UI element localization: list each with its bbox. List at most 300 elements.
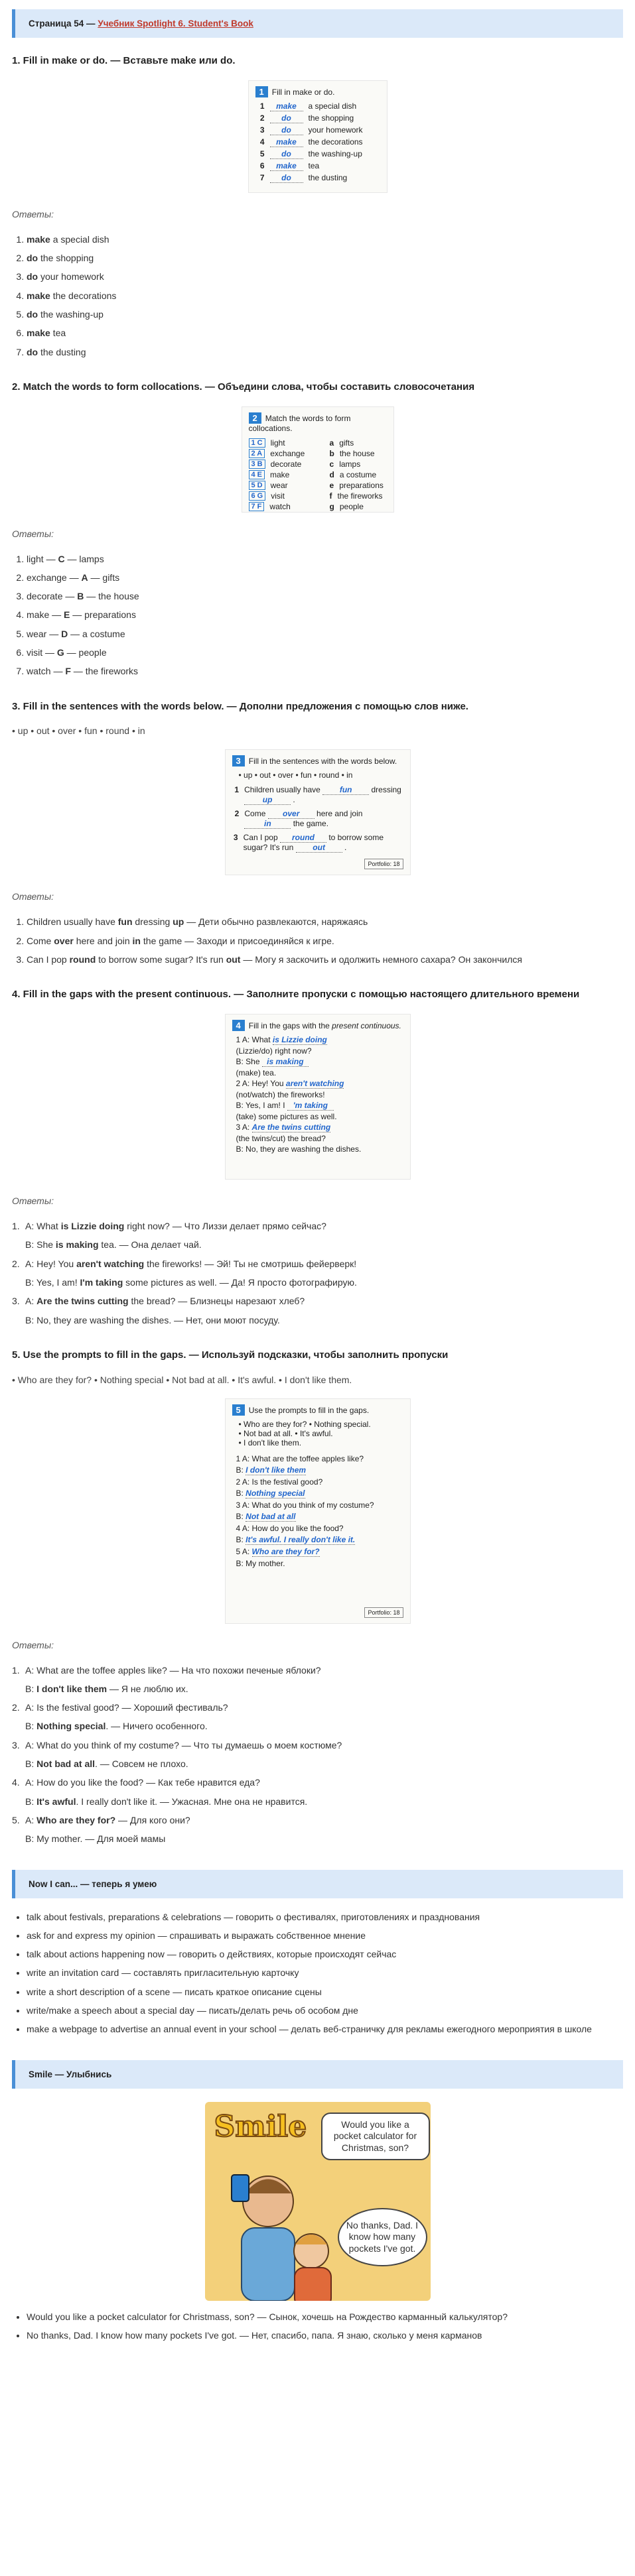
answer-body: [25, 1664, 321, 1677]
answer-item: [27, 345, 623, 359]
line-text: (not/watch) the fireworks!: [236, 1090, 325, 1100]
ex2-right-row: [330, 481, 384, 490]
row-text: tea: [308, 160, 320, 170]
answer-text: make —: [27, 609, 64, 621]
answer-text: — a costume: [68, 628, 125, 639]
answer-text: A: How do you like the food? — Как тебе нравится еда?: [25, 1777, 260, 1788]
answer-text: A: What do you think of my costume? — Что ты думаешь о моем костюме?: [25, 1739, 342, 1750]
answer-text: the bread? — Близнецы нарезают хлеб?: [128, 1296, 305, 1307]
ex5-img-line: [236, 1501, 403, 1510]
answer-bold: A: [81, 572, 88, 583]
row-number: 7: [259, 172, 265, 182]
answer-text: decorate —: [27, 591, 78, 602]
ex1-img-row: [255, 137, 380, 147]
ex2-right-row: [330, 502, 384, 511]
match-box: 3 B: [249, 460, 265, 469]
ex4-img-line: [236, 1068, 403, 1077]
row-number: 5: [259, 149, 265, 158]
row-body: [244, 833, 403, 853]
answer-bold: is making: [55, 1239, 99, 1251]
now-i-can-header: [12, 1870, 623, 1898]
letter: g: [329, 501, 334, 511]
now-i-can-item: • write an invitation card — составлять пригласительную карточку: [27, 1966, 623, 1979]
ex3-image: [225, 749, 411, 875]
page-header: [12, 9, 623, 38]
line-text: (the twins/cut) the bread?: [236, 1134, 326, 1144]
ex3-title: 3. Fill in the sentences with the words below. — Дополни предложения с помощью слов ниже.: [12, 700, 468, 712]
answer-body: [25, 1238, 202, 1251]
line-text: B: My mother.: [236, 1558, 285, 1568]
letter: d: [329, 469, 334, 479]
answer-text: B: She: [25, 1239, 56, 1251]
answer-item: [27, 627, 623, 641]
answer-number: [12, 1719, 25, 1733]
answer-text: a special dish: [50, 233, 109, 245]
match-box: 4 E: [249, 470, 265, 479]
smile-translation-list: [12, 2310, 623, 2343]
ex2-left-row: [249, 470, 322, 479]
ex-number-badge: 4: [232, 1020, 245, 1031]
answer-bold: is Lizzie doing: [60, 1221, 125, 1232]
answer-bold: Are the twins cutting: [36, 1296, 129, 1307]
word: light: [270, 438, 285, 448]
line-text: 2 A: Hey! You: [236, 1079, 286, 1089]
ex2-right-row: [330, 438, 384, 448]
answer-text: — the fireworks: [70, 666, 139, 677]
row-text: .: [342, 843, 347, 853]
handwritten-answer: It's awful. I really don't like it.: [246, 1534, 356, 1544]
answer-line: [12, 1757, 623, 1770]
answer-line: [12, 1664, 623, 1677]
line-text: 2 A: Is the festival good?: [236, 1477, 323, 1487]
answer-number: 3.: [12, 1296, 20, 1307]
ex1-img-row: [255, 149, 380, 159]
answer-text: — Для кого они?: [115, 1814, 190, 1825]
answer-item: [27, 571, 623, 584]
ex2-title: 2. Match the words to form collocations. — Объедини слова, чтобы составить словосочетания: [12, 381, 475, 393]
handwritten-answer: Nothing special: [246, 1488, 305, 1498]
word: the fireworks: [337, 491, 383, 501]
answer-text: light —: [27, 553, 58, 564]
answer-text: the washing-up: [38, 308, 104, 320]
answer-number: 2.: [12, 1258, 20, 1269]
row-text: the decorations: [308, 137, 363, 147]
row-text: the shopping: [308, 113, 354, 123]
answer-number: 4.: [12, 1777, 20, 1788]
handwritten-answer: over: [268, 809, 315, 819]
answer-number: 3.: [12, 1739, 20, 1750]
row-text: dressing: [369, 785, 401, 795]
dad-speech-bubble: Would you like a pocket calculator for Christmas, son?: [321, 2113, 430, 2161]
ex3-img-rows: [232, 785, 403, 853]
ex2-right-col: [330, 437, 384, 513]
word: a costume: [339, 469, 377, 479]
ex5-img-title: Use the prompts to fill in the gaps.: [248, 1405, 370, 1415]
ex4-img-line: [236, 1112, 403, 1121]
answer-bold: make: [27, 290, 50, 301]
answer-bold: make: [27, 328, 50, 339]
ex2-img-title: Match the words to form collocations.: [248, 413, 351, 433]
answer-bold: aren't watching: [76, 1258, 145, 1269]
answer-text: B: My mother. — Для моей мамы: [25, 1833, 166, 1845]
ex2-left-row: [249, 491, 322, 501]
ex4-image: [225, 1014, 411, 1180]
textbook-link[interactable]: Учебник Spotlight 6. Student's Book: [98, 19, 253, 29]
answer-item: [27, 608, 623, 621]
answer-bold: It's awful: [36, 1796, 76, 1807]
header-prefix: Страница 54 —: [29, 19, 98, 29]
ex4-answers-list: [12, 1219, 623, 1327]
answer-text: B:: [25, 1721, 37, 1732]
now-i-can-item: • talk about festivals, preparations & celebrations — говорить о фестивалях, приготовлениях и празднования: [27, 1910, 623, 1924]
ex4-img-line: [236, 1035, 403, 1045]
answer-bold: do: [27, 253, 38, 264]
match-box: 2 A: [249, 449, 265, 458]
ex1-img-row: [255, 113, 380, 123]
answer-bold: I'm taking: [80, 1276, 123, 1288]
answer-bold: round: [69, 954, 96, 965]
answer-bold: up: [173, 916, 184, 928]
portfolio-badge: Portfolio: 18: [364, 1607, 403, 1618]
ex4-img-title-b: present continuous.: [332, 1021, 401, 1031]
line-text: 4 A: How do you like the food?: [236, 1523, 344, 1533]
row-text: here and join: [314, 809, 363, 819]
ex4-img-line: [236, 1079, 403, 1089]
answer-text: to borrow some sugar? It's run: [96, 954, 226, 965]
letter: c: [329, 459, 334, 469]
handwritten-answer: make: [270, 101, 303, 111]
handwritten-answer: in: [244, 819, 291, 829]
answer-item: [27, 915, 623, 928]
smile-cartoon: [205, 2102, 431, 2301]
ex2-answers-list: [12, 552, 623, 678]
answer-text: A: Hey! You: [25, 1258, 77, 1269]
ex2-image: [242, 406, 394, 513]
answer-text: here and join: [73, 935, 133, 946]
ex1-img-title: Fill in make or do.: [271, 87, 335, 97]
answer-item: [27, 308, 623, 321]
answer-text: Can I pop: [27, 954, 70, 965]
answer-line: [12, 1701, 623, 1714]
ex5-img-line: [236, 1535, 403, 1545]
handwritten-answer: Who are they for?: [251, 1546, 320, 1556]
row-text: to borrow some sugar? It's run: [243, 833, 384, 853]
ex3-img-row: [232, 809, 403, 829]
ex3-img-row: [232, 833, 403, 853]
answers-label: Ответы:: [12, 1639, 54, 1650]
ex5-img-line: [236, 1454, 403, 1463]
ex4-img-line: [236, 1046, 403, 1056]
answer-text: — Я не люблю их.: [107, 1683, 188, 1694]
answer-item: [27, 233, 623, 246]
answer-item: [27, 953, 623, 966]
row-text: Come: [244, 809, 268, 819]
row-number: 3: [233, 833, 238, 843]
answer-text: your homework: [38, 271, 104, 282]
line-text: B: Yes, I am! I: [236, 1101, 287, 1111]
son-speech-bubble: No thanks, Dad. I know how many pockets I've got.: [338, 2208, 427, 2267]
answer-number: [12, 1314, 25, 1327]
answer-body: [25, 1314, 280, 1327]
answer-text: exchange —: [27, 572, 82, 583]
ex1-image: [248, 80, 388, 193]
answer-text: the dusting: [38, 346, 86, 357]
ex2-right-row: [330, 491, 384, 501]
answer-text: dressing: [132, 916, 173, 928]
handwritten-answer: out: [296, 843, 342, 853]
line-text: B:: [236, 1465, 246, 1475]
ex-number-badge: 5: [232, 1404, 245, 1416]
ex3-answers-list: [12, 915, 623, 966]
now-i-can-item: • write/make a speech about a special day — писать/делать речь об особом дне: [27, 2004, 623, 2017]
ex5-img-bullets: [239, 1420, 403, 1447]
answer-body: [25, 1776, 260, 1789]
handwritten-answer: make: [270, 137, 303, 147]
answer-bold: G: [56, 647, 64, 658]
word: gifts: [339, 438, 354, 448]
answer-text: B:: [25, 1796, 37, 1807]
answer-line: [12, 1314, 623, 1327]
row-number: 2: [259, 113, 265, 123]
ex5-title: 5. Use the prompts to fill in the gaps. — Используй подсказки, чтобы заполнить пропуски: [12, 1349, 449, 1361]
answer-text: A: Is the festival good? — Хороший фестиваль?: [25, 1702, 228, 1713]
ex5-answers-list: [12, 1664, 623, 1846]
ex2-left-row: [249, 481, 322, 490]
ex4-img-line: [236, 1144, 403, 1154]
answer-bold: make: [27, 233, 50, 245]
handwritten-answer: fun: [322, 785, 369, 795]
answer-line: [12, 1257, 623, 1270]
ex3-img-row: [232, 785, 403, 805]
match-box: 7 F: [249, 502, 265, 511]
ex5-img-line: [236, 1477, 403, 1487]
answer-text: — preparations: [70, 609, 136, 621]
smile-line: • Would you like a pocket calculator for Christmass, son? — Сынок, хочешь на Рождество карманный калькулятор?: [27, 2310, 623, 2323]
answer-bold: fun: [117, 916, 133, 928]
answers-label: Ответы:: [12, 891, 54, 902]
answer-number: 1.: [12, 1221, 20, 1232]
answer-line: [12, 1832, 623, 1845]
handwritten-answer: is Lizzie doing: [272, 1035, 327, 1045]
ex4-img-line: [236, 1090, 403, 1099]
answer-bold: Who are they for?: [36, 1814, 116, 1825]
line-text: B:: [236, 1511, 246, 1521]
answer-body: [25, 1795, 307, 1808]
answer-item: [27, 646, 623, 659]
ex2-left-row: [249, 460, 322, 469]
answer-item: [27, 664, 623, 678]
answer-item: [27, 934, 623, 948]
answer-number: [12, 1832, 25, 1845]
ex3-img-title: Fill in the sentences with the words below.: [248, 757, 397, 767]
handwritten-answer: aren't watching: [285, 1079, 344, 1089]
smile-line: • No thanks, Dad. I know how many pockets I've got. — Нет, спасибо, папа. Я знаю, сколько у меня карманов: [27, 2329, 623, 2342]
ex4-img-line: [236, 1134, 403, 1143]
answer-text: right now? — Что Лиззи делает прямо сейчас?: [124, 1221, 326, 1232]
answer-item: [27, 589, 623, 603]
now-i-can-list: [12, 1910, 623, 2036]
row-text: the washing-up: [308, 149, 362, 158]
line-text: (take) some pictures as well.: [236, 1112, 337, 1122]
answer-text: — people: [64, 647, 107, 658]
answer-line: [12, 1719, 623, 1733]
answer-text: tea. — Она делает чай.: [98, 1239, 202, 1251]
line-text: B:: [236, 1488, 246, 1498]
answer-bold: do: [27, 271, 38, 282]
row-number: 1: [259, 101, 265, 111]
answer-text: . I really don't like it. — Ужасная. Мне она не нравится.: [76, 1796, 308, 1807]
word: watch: [269, 501, 291, 511]
answer-text: the game — Заходи и присоединяйся к игре.: [141, 935, 334, 946]
answer-body: [25, 1832, 165, 1845]
ex1-img-row: [255, 101, 380, 111]
answer-line: [12, 1795, 623, 1808]
ex5-img-line: [236, 1465, 403, 1475]
ex4-img-line: [236, 1057, 403, 1067]
answer-text: the fireworks! — Эй! Ты не смотришь фейерверк!: [144, 1258, 357, 1269]
answer-item: [27, 251, 623, 265]
ex2-right-row: [330, 449, 384, 458]
word: make: [270, 469, 290, 479]
answer-text: — Дети обычно развлекаются, наряжаясь: [184, 916, 368, 928]
answer-bold: C: [58, 553, 65, 564]
line-text: 3 A: What do you think of my costume?: [236, 1500, 374, 1510]
handwritten-answer: do: [270, 149, 303, 159]
row-number: 2: [234, 809, 240, 819]
word: wear: [270, 480, 288, 490]
handwritten-answer: up: [244, 795, 291, 805]
handwritten-answer: do: [270, 113, 303, 123]
answer-bold: E: [64, 609, 70, 621]
line-text: 1 A: What: [236, 1035, 273, 1045]
ex1-img-rows: [255, 101, 380, 183]
row-text: the game.: [291, 819, 329, 829]
answers-label: Ответы:: [12, 208, 54, 219]
answer-body: [25, 1739, 342, 1752]
answer-bold: out: [226, 954, 241, 965]
answer-text: A:: [25, 1814, 37, 1825]
answer-bold: B: [77, 591, 84, 602]
answer-text: the decorations: [50, 290, 117, 301]
answer-number: 5.: [12, 1814, 20, 1825]
answer-text: tea: [50, 328, 66, 339]
row-text: .: [291, 795, 295, 805]
ex4-img-lines: [232, 1035, 403, 1154]
row-text: Can I pop: [243, 833, 280, 843]
answer-number: 1.: [12, 1664, 20, 1676]
answer-body: [25, 1757, 188, 1770]
ex1-img-row: [255, 125, 380, 135]
answer-line: [12, 1682, 623, 1695]
match-box: 6 G: [249, 491, 266, 501]
answers-label: Ответы:: [12, 1196, 54, 1207]
letter: e: [329, 480, 334, 490]
ex1-title: 1. Fill in make or do. — Вставьте make или do.: [12, 55, 236, 66]
line-text: (make) tea.: [236, 1068, 277, 1078]
answer-bold: I don't like them: [36, 1683, 107, 1694]
answer-bold: do: [27, 308, 38, 320]
ex5-img-line: [236, 1489, 403, 1499]
answer-line: [12, 1739, 623, 1752]
ex5-img-lines: [232, 1454, 403, 1568]
word: the house: [339, 448, 375, 458]
answer-text: — the house: [84, 591, 139, 602]
answer-number: [12, 1276, 25, 1289]
answer-item: [27, 552, 623, 566]
answer-text: B:: [25, 1758, 37, 1770]
ex2-right-row: [330, 460, 384, 469]
row-text: the dusting: [308, 172, 348, 182]
now-i-can-item: • write a short description of a scene — писать краткое описание сцены: [27, 1985, 623, 1998]
answer-text: — lamps: [64, 553, 104, 564]
now-i-can-item: • talk about actions happening now — говорить о действиях, которые происходят сейчас: [27, 1947, 623, 1961]
answer-bold: Not bad at all: [36, 1758, 96, 1770]
row-number: 3: [259, 125, 265, 135]
answer-number: [12, 1682, 25, 1695]
answer-text: A:: [25, 1296, 37, 1307]
ex2-left-row: [249, 502, 322, 511]
handwritten-answer: do: [270, 173, 303, 183]
handwritten-answer: Are the twins cutting: [251, 1123, 331, 1133]
answer-body: [25, 1682, 188, 1695]
handwritten-answer: is making: [262, 1057, 309, 1067]
answer-body: [25, 1219, 326, 1233]
answer-bold: do: [27, 346, 38, 357]
row-body: [244, 785, 403, 805]
answer-number: [12, 1757, 25, 1770]
answer-text: B:: [25, 1683, 37, 1694]
ex5-img-line: [236, 1524, 403, 1533]
handwritten-answer: Not bad at all: [246, 1511, 296, 1521]
ex-number-badge: 3: [232, 755, 245, 767]
answer-item: [27, 289, 623, 302]
row-number: 1: [234, 785, 240, 795]
match-box: 5 D: [249, 481, 265, 490]
word: lamps: [339, 459, 361, 469]
answer-line: [12, 1238, 623, 1251]
answer-text: . — Совсем не плохо.: [95, 1758, 188, 1770]
handwritten-answer: 'm taking: [287, 1101, 334, 1111]
answer-body: [25, 1719, 208, 1733]
answer-line: [12, 1813, 623, 1827]
prompt-line: • Who are they for? • Nothing special.: [238, 1419, 371, 1429]
prompt-line: • Not bad at all. • It's awful.: [238, 1428, 333, 1438]
now-i-can-title: Now I can... — теперь я умею: [29, 1878, 157, 1889]
line-text: B: No, they are washing the dishes.: [236, 1144, 362, 1154]
answer-line: [12, 1276, 623, 1289]
answer-body: [25, 1813, 190, 1827]
word: preparations: [339, 480, 384, 490]
ex5-word-bank: • Who are they for? • Nothing special • Not bad at all. • It's awful. • I don't like them.: [12, 1374, 352, 1385]
now-i-can-item: • ask for and express my opinion — спрашивать и выражать собственное мнение: [27, 1929, 623, 1942]
answer-bold: in: [132, 935, 141, 946]
answer-body: [25, 1701, 228, 1714]
handwritten-answer: round: [280, 833, 326, 843]
ex1-answers-list: [12, 233, 623, 359]
ex3-word-bank: • up • out • over • fun • round • in: [12, 725, 145, 737]
answer-text: . — Ничего особенного.: [106, 1721, 208, 1732]
answer-bold: D: [61, 628, 68, 639]
handwritten-answer: I don't like them: [246, 1465, 307, 1475]
line-text: (Lizzie/do) right now?: [236, 1046, 312, 1056]
ex2-left-col: [249, 437, 322, 513]
answer-line: [12, 1219, 623, 1233]
ex-number-badge: 1: [255, 86, 268, 97]
word: people: [339, 501, 364, 511]
row-number: 4: [259, 137, 265, 147]
answer-line: [12, 1776, 623, 1789]
line-text: B: She: [236, 1057, 262, 1067]
